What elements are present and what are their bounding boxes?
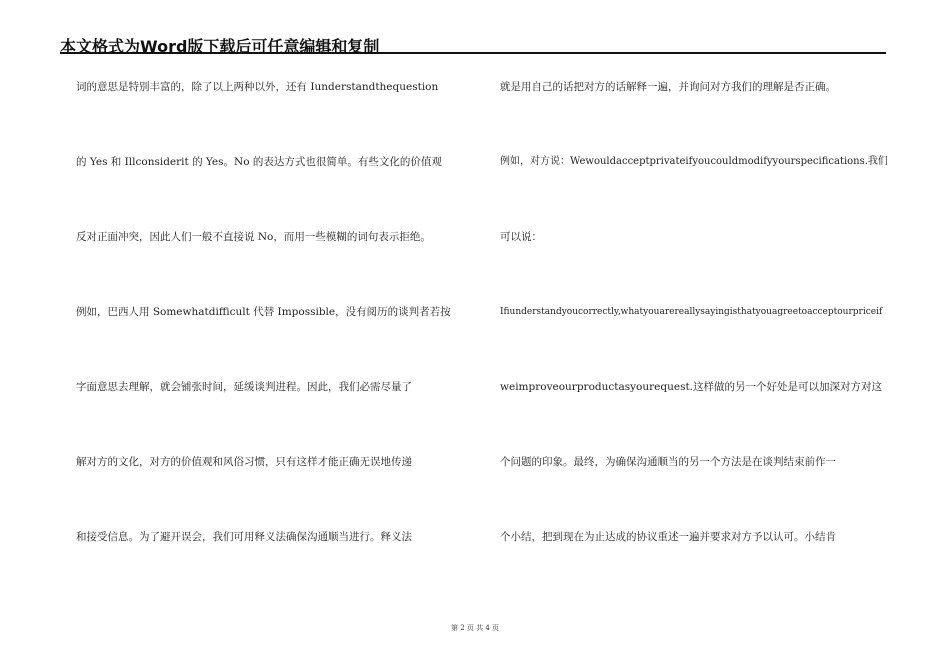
text-line: Ifiunderstandyoucorrectly,whatyouarereallysayingisthatyouagreetoacceptourpriceif <box>500 307 883 317</box>
page-number: 第 2 页 共 4 页 <box>450 624 500 632</box>
text-line: 例如，对方说：Wewouldacceptprivateifyoucouldmodifyyourspecifications.我们 <box>500 156 888 167</box>
text-line: 可以说： <box>500 231 542 243</box>
header-divider <box>60 52 886 54</box>
text-line: 就是用自己的话把对方的话解释一遍，并询问对方我们的理解是否正确。 <box>500 81 836 93</box>
page-header-title: 本文格式为Word版下载后可任意编辑和复制 <box>60 37 380 56</box>
left-column <box>76 80 466 605</box>
text-line: 的 Yes 和 Illconsiderit 的 Yes。No 的表达方式也很简单。有些文化的价值观 <box>76 156 442 168</box>
right-column <box>500 80 890 605</box>
text-line: 例如，巴西人用 Somewhatdifficult 代替 Impossible，没有阅历的谈判者若按 <box>76 306 451 318</box>
text-line: 词的意思是特别丰富的，除了以上两种以外，还有 Iunderstandthequestion <box>76 81 439 93</box>
text-line: 字面意思去理解，就会铺张时间，延缓谈判进程。因此，我们必需尽量了 <box>76 381 412 393</box>
text-line: 反对正面冲突，因此人们一般不直接说 No，而用一些模糊的词句表示拒绝。 <box>76 231 431 243</box>
text-line: 个小结，把到现在为止达成的协议重述一遍并要求对方予以认可。小结肯 <box>500 531 836 543</box>
text-line: weimproveourproductasyourequest.这样做的另一个好处是可以加深对方对这 <box>500 381 883 393</box>
text-line: 和接受信息。为了避开误会，我们可用释义法确保沟通顺当进行。释义法 <box>76 531 412 543</box>
text-line: 解对方的文化，对方的价值观和风俗习惯，只有这样才能正确无误地传递 <box>76 456 412 468</box>
text-line: 个问题的印象。最终，为确保沟通顺当的另一个方法是在谈判结束前作一 <box>500 456 836 468</box>
